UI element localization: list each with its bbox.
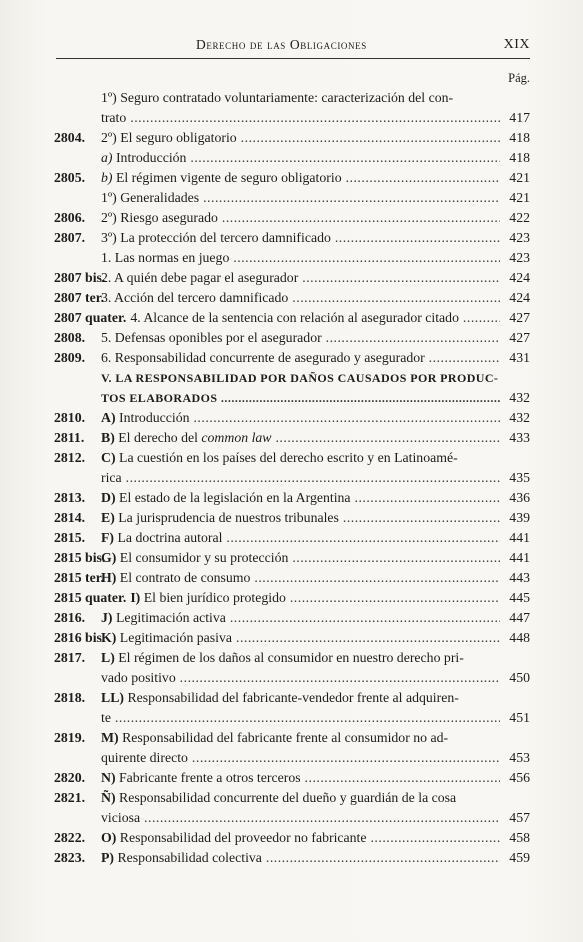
entry-number: 2816 bis. [54, 630, 106, 645]
entry-number: 2815 bis. [54, 550, 106, 565]
entry-number: 2818. [54, 690, 86, 705]
page-number: 456 [509, 770, 530, 785]
entry-number: 2815. [54, 530, 86, 545]
entry-title [101, 128, 500, 148]
entry-text: 2º) Riesgo asegurado [101, 210, 218, 225]
entry-letter: J) [101, 610, 113, 625]
page-number: 457 [509, 810, 530, 825]
page-number: 458 [509, 830, 530, 845]
entry-letter: C) [101, 450, 116, 465]
page-number: 441 [509, 530, 530, 545]
page-number: 417 [509, 110, 530, 125]
page-number: 418 [509, 130, 530, 145]
entry-title [130, 308, 500, 328]
page-number: 432 [509, 390, 530, 405]
toc-entry [54, 588, 530, 608]
toc-entry [54, 308, 530, 328]
entry-text: 3º) La protección del tercero damnificado [101, 230, 331, 245]
entry-text: Responsabilidad colectiva [114, 850, 262, 865]
page-number: 432 [509, 410, 530, 425]
toc-entry [54, 448, 530, 488]
entry-title [101, 508, 500, 528]
page-number: 436 [509, 490, 530, 505]
entry-number: 2806. [54, 210, 86, 225]
page-number: 418 [509, 150, 530, 165]
toc-entry [54, 228, 530, 248]
entry-number: 2805. [54, 170, 86, 185]
entry-title [101, 148, 500, 168]
toc-entry [54, 248, 530, 268]
entry-text: La doctrina autoral [114, 530, 223, 545]
entry-title-continued: te ..... [54, 708, 500, 728]
entry-title [101, 688, 530, 708]
entry-letter: H) [101, 570, 117, 585]
entry-number: 2822. [54, 830, 86, 845]
entry-letter: P) [101, 850, 115, 865]
entry-text: 5. Defensas oponibles por el asegurador [101, 330, 322, 345]
toc-entry [54, 168, 530, 188]
toc-entry [54, 348, 530, 368]
toc-entry [54, 288, 530, 308]
entry-title-continued: trato ..... [54, 108, 500, 128]
entry-number: 2807 bis. [54, 270, 106, 285]
page-number: 445 [509, 590, 530, 605]
entry-title [101, 188, 500, 208]
entry-title [101, 248, 500, 268]
toc-entry [54, 728, 530, 768]
entry-letter: E) [101, 510, 115, 525]
entry-letter: B) [101, 430, 115, 445]
page-number: 448 [509, 630, 530, 645]
entry-letter: N) [101, 770, 116, 785]
entry-text: 2º) El seguro obligatorio [101, 130, 237, 145]
entry-text: 4. Alcance de la sentencia con relación al asegurador citado [130, 310, 459, 325]
entry-number: 2809. [54, 350, 86, 365]
entry-title [101, 408, 500, 428]
page-number: 453 [509, 750, 530, 765]
entry-title [101, 568, 500, 588]
entry-text: 1º) Seguro contratado voluntariamente: caracterización del con- [101, 90, 454, 105]
toc-entry [54, 628, 530, 648]
toc-entry [54, 488, 530, 508]
toc-entry [54, 88, 530, 128]
header-title: Derecho de las Obligaciones [196, 37, 367, 52]
entry-text: Responsabilidad del proveedor no fabricante [116, 830, 367, 845]
entry-text: Fabricante frente a otros terceros [115, 770, 301, 785]
entry-text: 1. Las normas en juego [101, 250, 230, 265]
entry-title [101, 168, 500, 188]
entry-number: 2807 ter. [54, 290, 105, 305]
entry-text: La jurisprudencia de nuestros tribunales [114, 510, 339, 525]
entry-prefix: b) [101, 170, 113, 185]
entry-number: 2815 quater. [54, 590, 127, 605]
entry-emphasis: common law [201, 430, 272, 445]
entry-number: 2804. [54, 130, 86, 145]
entry-text: El contrato de consumo [116, 570, 251, 585]
entry-title [101, 548, 500, 568]
toc-entry [54, 548, 530, 568]
entry-letter: O) [101, 830, 117, 845]
entry-title-continued: quirente directo ..... [54, 748, 500, 768]
toc-entry [54, 328, 530, 348]
entry-text: Legitimación activa [112, 610, 226, 625]
entry-title [101, 608, 500, 628]
entry-number: 2807. [54, 230, 86, 245]
entry-title [101, 728, 530, 748]
page-number: 423 [509, 250, 530, 265]
page-number: 459 [509, 850, 530, 865]
entry-title [130, 588, 500, 608]
entry-text: El régimen de los daños al consumidor en nuestro derecho pri- [114, 650, 464, 665]
toc-entry [54, 848, 530, 868]
page-column-label: Pág. [508, 71, 530, 85]
header-rule [56, 58, 530, 59]
toc-entry [54, 148, 530, 168]
entry-title [101, 848, 500, 868]
toc-entry [54, 568, 530, 588]
page-number: 450 [509, 670, 530, 685]
page-number: 423 [509, 230, 530, 245]
toc-entry [54, 128, 530, 148]
entry-letter: A) [101, 410, 116, 425]
entry-number: 2820. [54, 770, 86, 785]
entry-title [101, 268, 500, 288]
toc-entry [54, 268, 530, 288]
entry-title [101, 448, 530, 468]
entry-text: 3. Acción del tercero damnificado [101, 290, 289, 305]
toc-entry [54, 788, 530, 828]
page-number: 427 [509, 330, 530, 345]
entry-number: 2823. [54, 850, 86, 865]
entry-title [101, 628, 500, 648]
entry-number: 2817. [54, 650, 86, 665]
entry-number: 2819. [54, 730, 86, 745]
entry-number: 2814. [54, 510, 86, 525]
page-number: 424 [509, 290, 530, 305]
entry-letter: F) [101, 530, 115, 545]
entry-letter: G) [101, 550, 117, 565]
entry-title-continued: viciosa ..... [54, 808, 500, 828]
page-number: 421 [509, 170, 530, 185]
entry-title [101, 88, 530, 108]
section-heading: V. LA RESPONSABILIDAD POR DAÑOS CAUSADOS POR PRODUC- [101, 371, 499, 385]
section-heading-continued: TOS ELABORADOS ..... [54, 388, 500, 408]
entry-number: 2816. [54, 610, 86, 625]
page-number: 427 [509, 310, 530, 325]
entry-title [101, 488, 500, 508]
toc-entry [54, 828, 530, 848]
entry-title [101, 328, 500, 348]
table-of-contents [54, 88, 530, 868]
entry-text: 2. A quién debe pagar el asegurador [101, 270, 299, 285]
page-number: 433 [509, 430, 530, 445]
header-page-number: XIX [503, 37, 530, 52]
toc-entry [54, 188, 530, 208]
running-header [56, 37, 530, 57]
entry-text: El estado de la legislación en la Argentina [115, 490, 351, 505]
entry-title [101, 788, 530, 808]
toc-entry [54, 208, 530, 228]
page-number: 435 [509, 470, 530, 485]
entry-letter: I) [130, 590, 141, 605]
entry-number: 2807 quater. [54, 310, 127, 325]
entry-text: 1º) Generalidades [101, 190, 200, 205]
entry-title [101, 828, 500, 848]
toc-entry [54, 508, 530, 528]
page-number: 421 [509, 190, 530, 205]
toc-entry [54, 608, 530, 628]
entry-title [101, 768, 500, 788]
entry-title [101, 208, 500, 228]
entry-letter: Ñ) [101, 790, 116, 805]
entry-text: 6. Responsabilidad concurrente de asegurado y asegurador [101, 350, 425, 365]
entry-prefix: a) [101, 150, 113, 165]
entry-text: La cuestión en los países del derecho escrito y en Latinoamé- [115, 450, 458, 465]
page-number: 447 [509, 610, 530, 625]
entry-letter: L) [101, 650, 115, 665]
entry-letter: D) [101, 490, 116, 505]
entry-title [101, 348, 500, 368]
entry-text: Responsabilidad del fabricante frente al consumidor no ad- [118, 730, 449, 745]
entry-text: Introducción [115, 410, 190, 425]
entry-number: 2812. [54, 450, 86, 465]
entry-text: El derecho del [114, 430, 202, 445]
entry-title [101, 228, 500, 248]
toc-entry [54, 768, 530, 788]
page-number: 441 [509, 550, 530, 565]
page-number: 439 [509, 510, 530, 525]
entry-letter: K) [101, 630, 117, 645]
entry-title [101, 648, 530, 668]
entry-text: El consumidor y su protección [116, 550, 289, 565]
page-number: 422 [509, 210, 530, 225]
entry-title-continued: vado positivo ..... [54, 668, 500, 688]
entry-title [101, 288, 500, 308]
entry-number: 2821. [54, 790, 86, 805]
entry-text: Introducción [112, 150, 187, 165]
entry-title-continued: rica ..... [54, 468, 500, 488]
page-number: 443 [509, 570, 530, 585]
entry-letter: M) [101, 730, 119, 745]
page-number: 431 [509, 350, 530, 365]
toc-entry [54, 368, 530, 408]
entry-number: 2810. [54, 410, 86, 425]
entry-text: Responsabilidad del fabricante-vendedor frente al adquiren- [124, 690, 459, 705]
entry-text: El régimen vigente de seguro obligatorio [112, 170, 342, 185]
entry-number: 2813. [54, 490, 86, 505]
toc-entry [54, 408, 530, 428]
entry-title [101, 528, 500, 548]
page-number: 424 [509, 270, 530, 285]
entry-title [101, 428, 500, 448]
entry-letter: LL) [101, 690, 124, 705]
entry-text: Responsabilidad concurrente del dueño y guardián de la cosa [115, 790, 457, 805]
toc-entry [54, 648, 530, 688]
entry-number: 2815 ter. [54, 570, 105, 585]
toc-entry [54, 428, 530, 448]
toc-entry [54, 688, 530, 728]
page-number: 451 [509, 710, 530, 725]
entry-text: El bien jurídico protegido [140, 590, 286, 605]
entry-text: Legitimación pasiva [116, 630, 233, 645]
entry-number: 2808. [54, 330, 86, 345]
entry-number: 2811. [54, 430, 85, 445]
toc-entry [54, 528, 530, 548]
